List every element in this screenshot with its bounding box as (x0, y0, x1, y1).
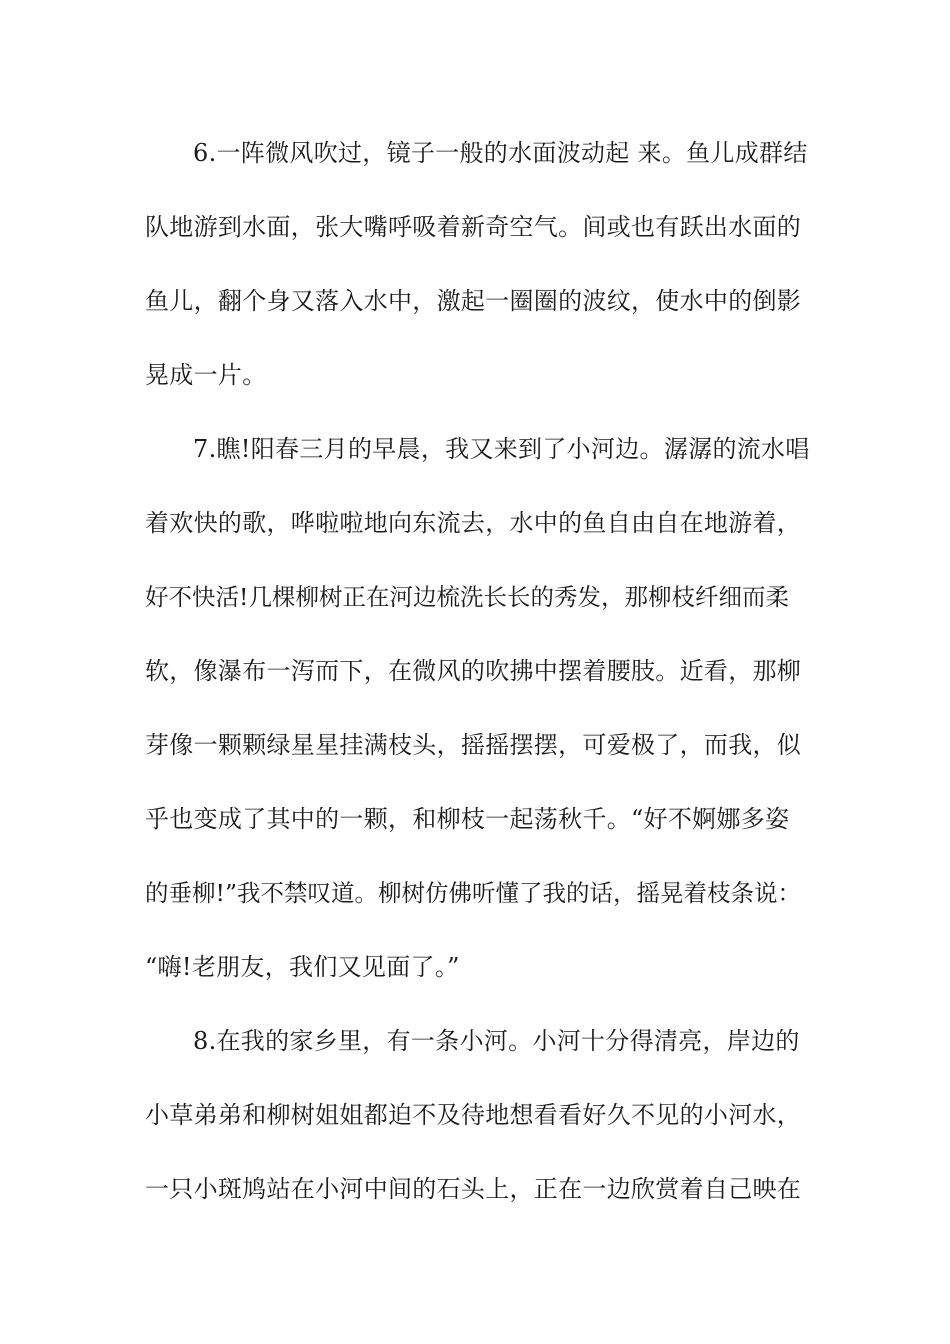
paragraph-8-line-3: 一只小斑鸠站在小河中间的石头上，正在一边欣赏着自己映在 (145, 1175, 802, 1203)
paragraph-6-line-3: 鱼儿，翻个身又落入水中，激起一圈圈的波纹，使水中的倒影 (145, 287, 802, 315)
paragraph-6-line-4: 晃成一片。 (145, 361, 267, 389)
paragraph-7-line-4: 软，像瀑布一泻而下，在微风的吹拂中摆着腰肢。近看，那柳 (145, 657, 802, 685)
paragraph-7-line-7: 的垂柳!”我不禁叹道。柳树仿佛听懂了我的话，摇晃着枝条说： (145, 879, 801, 907)
paragraph-8-line-2: 小草弟弟和柳树姐姐都迫不及待地想看看好久不见的小河水， (145, 1101, 802, 1129)
paragraph-8-line-1: 8.在我的家乡里，有一条小河。小河十分得清亮，岸边的 (193, 1027, 800, 1055)
paragraph-6-line-1: 6.一阵微风吹过，镜子一般的水面波动起 来。鱼儿成群结 (193, 139, 808, 167)
paragraph-7-line-6: 乎也变成了其中的一颗，和柳枝一起荡秋千。“好不婀娜多姿 (145, 805, 790, 833)
paragraph-7-line-2: 着欢快的歌，哗啦啦地向东流去，水中的鱼自由自在地游着， (145, 509, 802, 537)
paragraph-7-line-5: 芽像一颗颗绿星星挂满枝头，摇摇摆摆，可爱极了，而我，似 (145, 731, 802, 759)
paragraph-7-line-1: 7.瞧!阳春三月的早晨，我又来到了小河边。潺潺的流水唱 (193, 435, 810, 463)
paragraph-7-line-3: 好不快活!几棵柳树正在河边梳洗长长的秀发，那柳枝纤细而柔 (145, 583, 789, 611)
paragraph-6-line-2: 队地游到水面，张大嘴呼吸着新奇空气。间或也有跃出水面的 (145, 213, 802, 241)
paragraph-7-line-8: “嗨!老朋友，我们又见面了。” (145, 953, 460, 981)
